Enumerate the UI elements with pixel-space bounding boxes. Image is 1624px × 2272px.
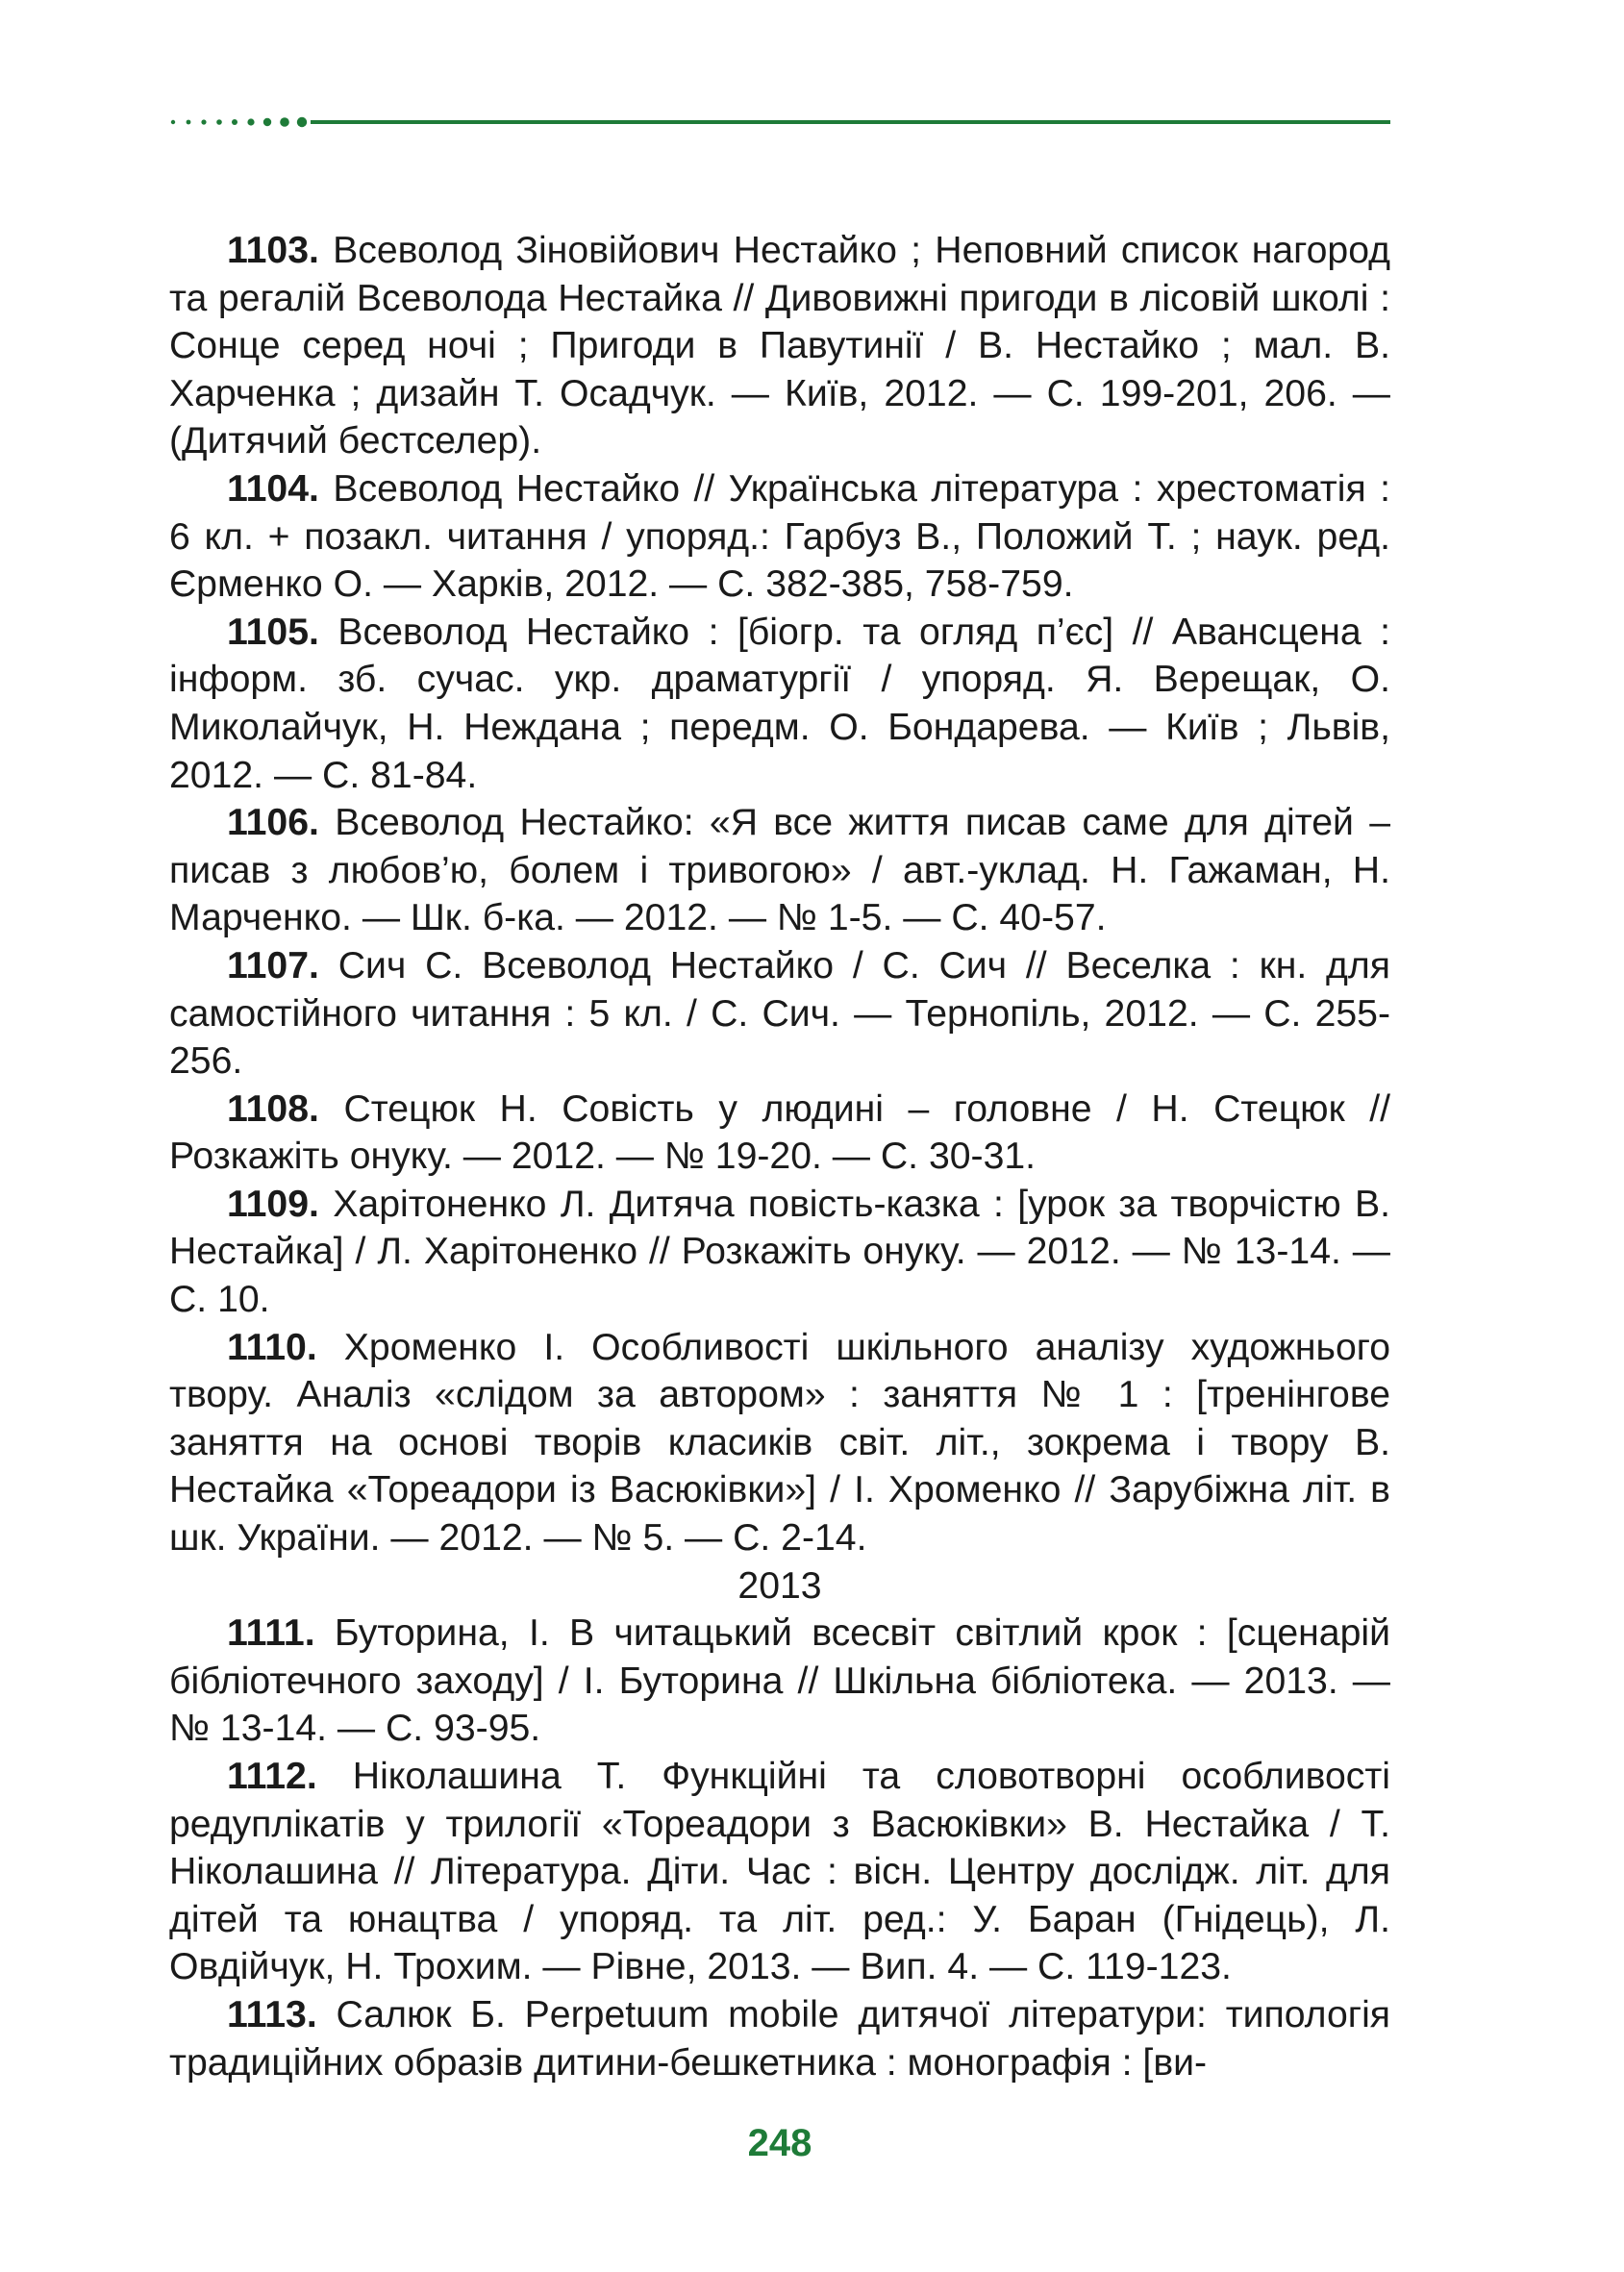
entry-text: Ніколашина Т. Функційні та словотворні особливості редуплікатів у трилогії «Тореадори з Васюківки» В. Нестайка / Т. Ніколашина // Література. Діти. Час : вісн. Центру дослідж. літ. для дітей та юнацтва / упоряд. та літ. ред.: У. Баран (Гнідець), Л. Овдійчук, Н. Трохим. — Рівне, 2013. — Вип. 4. — С. 119-123. [169, 1756, 1391, 1988]
entry-text: Буторина, І. В читацький всесвіт світлий крок : [сценарій бібліотечного заходу] / І. Буторина // Шкільна бібліотека. — 2013. — № 13-14. — С. 93-95. [169, 1612, 1390, 1750]
bibliography-entry [169, 1181, 1390, 1324]
entry-number: 1109. [227, 1183, 319, 1225]
entry-number: 1113. [227, 1993, 317, 2035]
entry-text: Хроменко І. Особливості шкільного аналізу художнього твору. Аналіз «слідом за автором» : заняття № 1 : [тренінгове заняття на основі творів класиків світ. літ., зокрема і твору В. Нестайка «Тореадори із Васюківки»] / І. Хроменко // Зарубіжна літ. в шк. України. — 2012. — № 5. — С. 2-14. [169, 1326, 1390, 1560]
entry-number: 1110. [227, 1326, 317, 1368]
entry-number: 1111. [227, 1612, 315, 1655]
entries-after-year [169, 1610, 1390, 2086]
bibliography-entry [169, 1991, 1390, 2086]
entry-text: Салюк Б. Perpetuum mobile дитячої літератури: типологія традиційних образів дитини-бешкетника : монографія : [ви- [169, 1993, 1390, 2084]
page-number: 248 [747, 2122, 812, 2164]
entry-text: Всеволод Зіновійович Нестайко ; Неповний список нагород та регалій Всеволода Нестайка // Дивовижні пригоди в лісовій школі : Сонце серед ночі ; Пригоди в Павутинії / В. Нестайко ; мал. В. Харченка ; дизайн Т. Осадчук. — Київ, 2012. — С. 199-201, 206. — (Дитячий бестселер). [169, 230, 1390, 462]
header-rule [169, 115, 1390, 129]
entry-number: 1108. [227, 1087, 319, 1130]
entry-text: Харітоненко Л. Дитяча повість-казка : [урок за творчістю В. Нестайка] / Л. Харітоненко // Розкажіть онуку. — 2012. — № 13-14. — С. 10. [169, 1183, 1391, 1321]
entry-number: 1104. [227, 467, 319, 510]
bibliography-content [169, 227, 1390, 2086]
bibliography-entry [169, 1753, 1390, 1991]
bibliography-entry [169, 1610, 1390, 1753]
entry-text: Всеволод Нестайко: «Я все життя писав саме для дітей – писав з любов’ю, болем і тривогою» / авт.-уклад. Н. Гажаман, Н. Марченко. — Шк. б-ка. — 2012. — № 1-5. — С. 40-57. [169, 802, 1391, 939]
entry-text: Стецюк Н. Совість у людині – головне / Н. Стецюк // Розкажіть онуку. — 2012. — № 19-20. — С. 30-31. [169, 1087, 1391, 1178]
entry-text: Всеволод Нестайко : [біогр. та огляд п’єс] // Авансцена : інформ. зб. сучас. укр. драматургії / упоряд. Я. Верещак, О. Миколайчук, Н. Неждана ; передм. О. Бондарева. — Київ ; Львів, 2012. — С. 81-84. [169, 611, 1391, 796]
bibliography-entry [169, 609, 1390, 799]
bibliography-entry [169, 1086, 1390, 1181]
entry-number: 1107. [227, 944, 319, 986]
bibliography-entry [169, 465, 1390, 609]
entry-text: Всеволод Нестайко // Українська література : хрестоматія : 6 кл. + позакл. читання / упоряд.: Гарбуз В., Положий Т. ; наук. ред. Єрменко О. — Харків, 2012. — С. 382-385, 758-759. [169, 467, 1390, 606]
entry-number: 1112. [227, 1756, 317, 1797]
entry-number: 1106. [227, 802, 319, 844]
header-dotted-line [169, 115, 1390, 129]
bibliography-entry [169, 942, 1390, 1086]
bibliography-entry [169, 799, 1390, 942]
bibliography-entry [169, 1324, 1390, 1562]
entry-text: Сич С. Всеволод Нестайко / С. Сич // Веселка : кн. для самостійного читання : 5 кл. / С. Сич. — Тернопіль, 2012. — С. 255-256. [169, 944, 1390, 1083]
entry-number: 1103. [227, 230, 319, 271]
year-heading: 2013 [737, 1564, 822, 1607]
entries-before-year [169, 227, 1390, 1562]
entry-number: 1105. [227, 611, 319, 653]
bibliography-entry [169, 227, 1390, 465]
